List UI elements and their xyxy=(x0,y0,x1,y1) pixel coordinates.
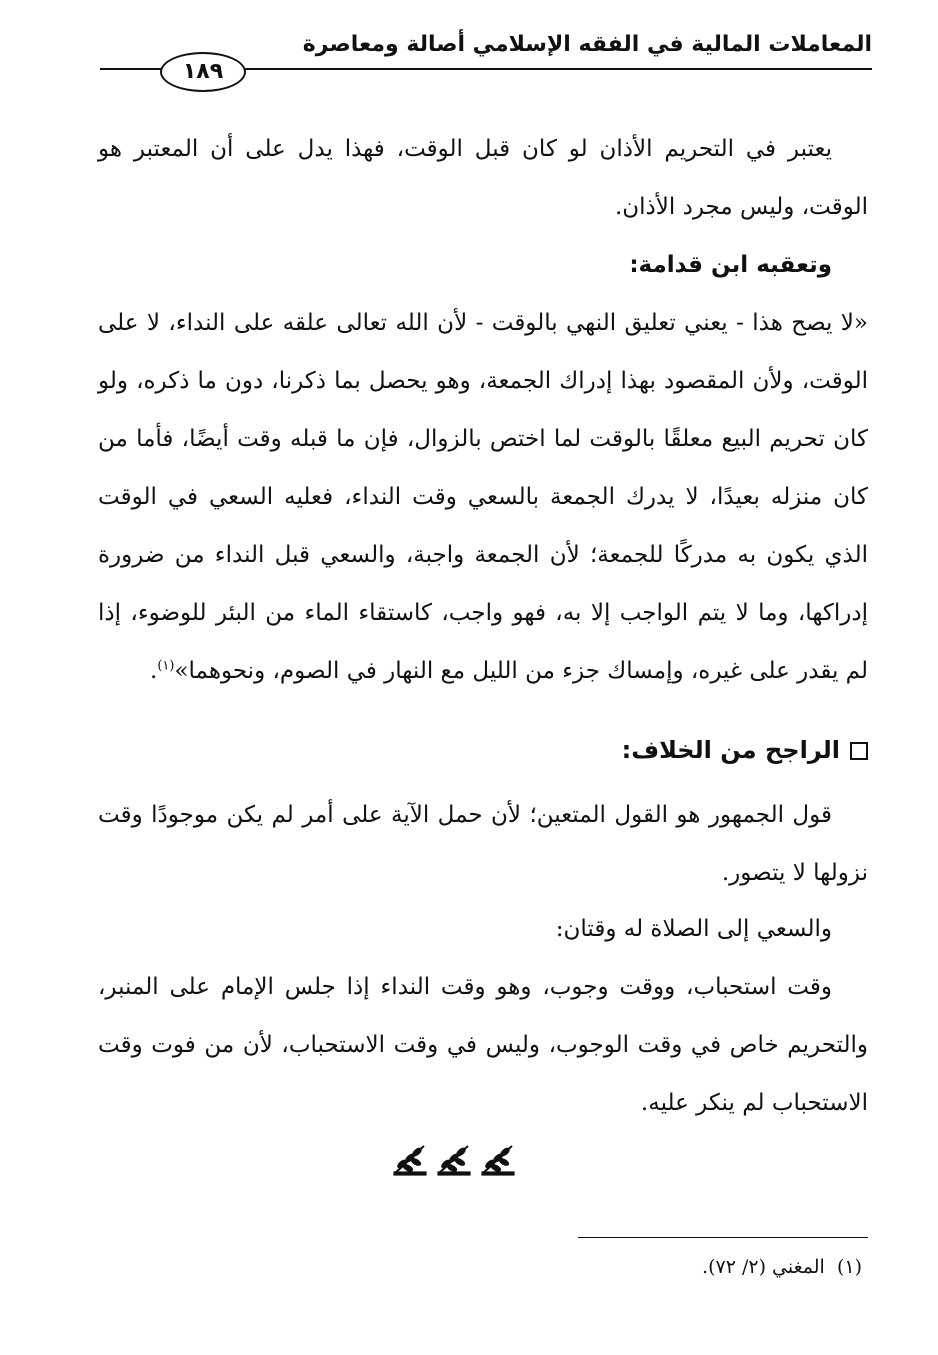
section-heading xyxy=(622,730,868,770)
footnote-ref: (١) xyxy=(157,658,175,674)
quote-paragraph xyxy=(98,294,868,700)
running-title: المعاملات المالية في الفقه الإسلامي أصالة ومعاصرة xyxy=(302,32,872,57)
footnote-marker: (١) xyxy=(836,1256,862,1278)
square-bullet-icon xyxy=(850,742,868,760)
footnote-text: المغني (٢/ ٧٢). xyxy=(702,1256,825,1278)
paragraph-2: قول الجمهور هو القول المتعين؛ لأن حمل الآية على أمر لم يكن موجودًا وقت نزولها لا يتصور. xyxy=(98,802,868,886)
quote-text: «لا يصح هذا - يعني تعليق النهي بالوقت - لأن الله تعالى علقه على النداء، لا على الوقت، ولأن المقصود بهذا إدراك الجمعة، وهو يحصل بما ذكرنا، دون ما ذكره، ولو كان تحريم البيع معلقًا بالوقت لما اختص بالزوال، فإن ما قبله وقت أيضًا، فأما من كان منزله بعيدًا، لا يدرك الجمعة بالسعي وقت النداء، فعليه السعي في الوقت الذي يكون به مدركًا للجمعة؛ لأن الجمعة واجبة، والسعي قبل النداء من ضرورة إدراكها، وما لا يتم الواجب إلا به، فهو واجب، كاستقاء الماء من البئر للوضوء، إذا لم يقدر على غيره، وإمساك جزء من الليل مع النهار في الصوم، ونحوهما» xyxy=(98,310,868,684)
floral-ornament-icon xyxy=(390,1138,520,1180)
paragraph-1: يعتبر في التحريم الأذان لو كان قبل الوقت، فهذا يدل على أن المعتبر هو الوقت، وليس مجرد الأذان. xyxy=(98,136,868,220)
quote-end: . xyxy=(150,658,158,684)
footnote-rule xyxy=(578,1237,868,1238)
page-number: ١٨٩ xyxy=(160,52,246,92)
heading-text: الراجح من الخلاف: xyxy=(621,736,840,764)
lead-in: وتعقبه ابن قدامة: xyxy=(629,252,832,278)
paragraph-3: والسعي إلى الصلاة له وقتان: xyxy=(555,916,832,942)
paragraph-4: وقت استحباب، ووقت وجوب، وهو وقت النداء إذا جلس الإمام على المنبر، والتحريم خاص في وقت الوجوب، وليس في وقت الاستحباب، لأن من فوت وقت الاستحباب لم ينكر عليه. xyxy=(98,974,868,1116)
footnote xyxy=(702,1252,862,1282)
